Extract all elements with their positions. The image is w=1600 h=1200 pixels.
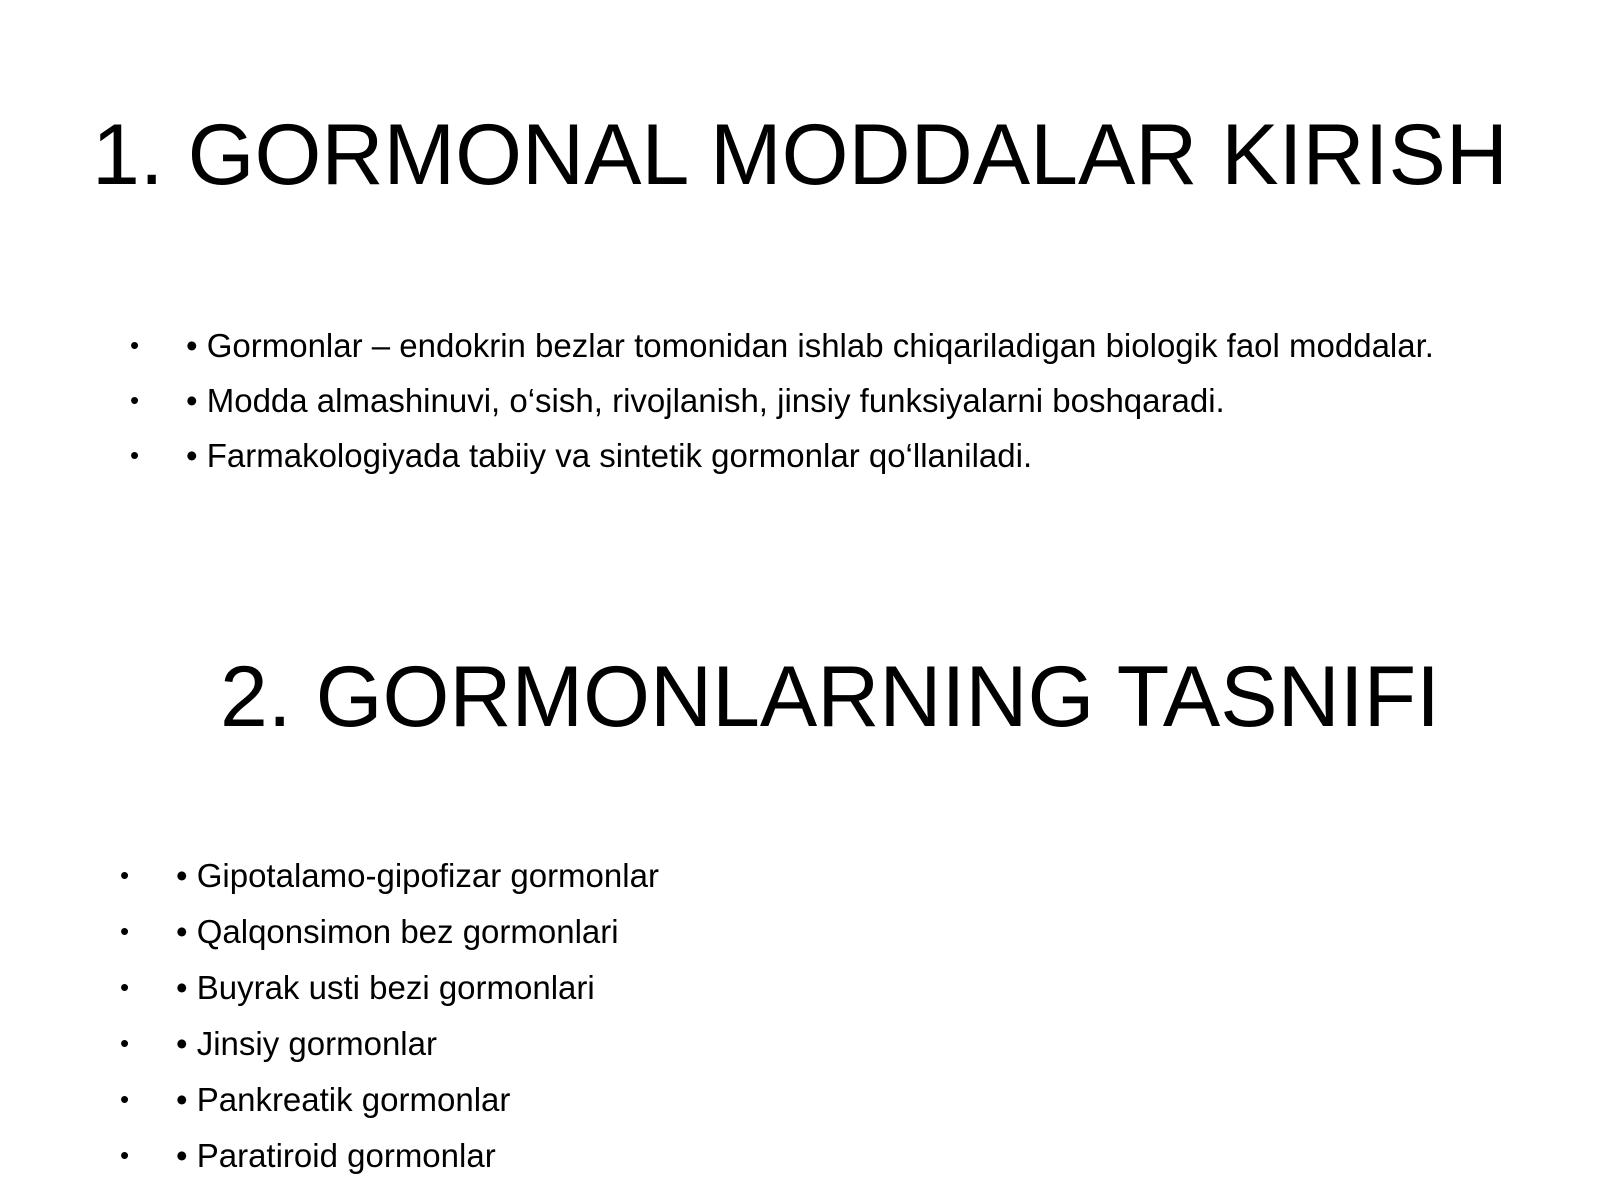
section-2-title: 2. GORMONLARNING TASNIFI bbox=[219, 649, 1441, 745]
list-item-text: • Pankreatik gormonlar bbox=[176, 1081, 511, 1118]
list-item-text: • Buyrak usti bezi gormonlari bbox=[176, 969, 595, 1006]
section-1-title: 1. GORMONAL MODDALAR KIRISH bbox=[91, 107, 1509, 203]
list-item-text: • Paratiroid gormonlar bbox=[176, 1137, 496, 1174]
bullet-icon: • bbox=[130, 440, 140, 470]
list-item bbox=[120, 1132, 1436, 1179]
list-item bbox=[120, 852, 1436, 899]
bullet-icon: • bbox=[120, 1140, 130, 1170]
list-item-text: • Gipotalamo-gipofizar gormonlar bbox=[176, 857, 659, 894]
list-item bbox=[130, 432, 1446, 479]
list-item bbox=[120, 1020, 1436, 1067]
bullet-icon: • bbox=[120, 972, 130, 1002]
list-item-text: • Gormonlar – endokrin bezlar tomonidan ishlab chiqariladigan biologik faol moddalar. bbox=[186, 327, 1434, 364]
bullet-icon: • bbox=[120, 860, 130, 890]
bullet-icon: • bbox=[130, 330, 140, 360]
list-item bbox=[120, 964, 1436, 1011]
bullet-icon: • bbox=[120, 916, 130, 946]
list-item-text: • Modda almashinuvi, o‘sish, rivojlanish, jinsiy funksiyalarni boshqaradi. bbox=[186, 382, 1225, 419]
section-1-bullet-list bbox=[130, 322, 1446, 487]
section-2-bullet-list bbox=[120, 852, 1436, 1188]
list-item-text: • Qalqonsimon bez gormonlari bbox=[176, 913, 619, 950]
list-item bbox=[130, 377, 1446, 424]
list-item-text: • Farmakologiyada tabiiy va sintetik gormonlar qo‘llaniladi. bbox=[186, 437, 1033, 474]
bullet-icon: • bbox=[120, 1084, 130, 1114]
list-item bbox=[130, 322, 1446, 369]
list-item bbox=[120, 908, 1436, 955]
bullet-icon: • bbox=[130, 385, 140, 415]
list-item bbox=[120, 1076, 1436, 1123]
bullet-icon: • bbox=[120, 1028, 130, 1058]
list-item-text: • Jinsiy gormonlar bbox=[176, 1025, 437, 1062]
